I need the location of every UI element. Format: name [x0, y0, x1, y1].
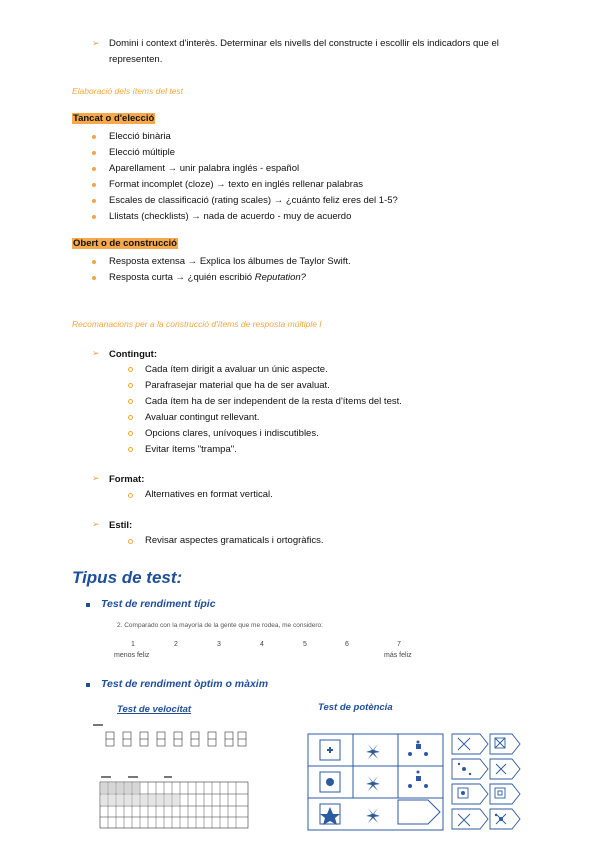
- circle-bullet-icon: [128, 493, 133, 498]
- obert-heading-text: Obert o de construcció: [73, 238, 177, 249]
- potencia-test-image: [306, 724, 522, 832]
- scale-number: 2: [174, 641, 178, 648]
- bullet-dot-icon: [92, 183, 96, 187]
- tancat-item: Llistats (checklists) → nada de acuerdo - muy de acuerdo: [109, 211, 352, 222]
- obert-heading: [72, 238, 178, 250]
- contingut-item: Opcions clares, unívoques i indiscutibles.: [145, 428, 319, 439]
- format-item: Alternatives en format vertical.: [145, 489, 273, 500]
- contingut-label: Contingut:: [109, 349, 158, 360]
- bullet-dot-icon: [92, 276, 96, 280]
- scale-left-label: menos feliz: [114, 652, 150, 659]
- tancat-heading-text: Tancat o d'elecció: [73, 113, 155, 124]
- bullet-dot-icon: [92, 151, 96, 155]
- estil-label: Estil:: [109, 520, 133, 531]
- rendiment-tipic-heading: Test de rendiment típic: [101, 598, 216, 610]
- scale-number: 6: [345, 641, 349, 648]
- scale-number: 5: [303, 641, 307, 648]
- obert-item-text: Resposta curta → ¿quién escribió: [109, 272, 255, 283]
- circle-bullet-icon: [128, 399, 133, 404]
- arrow-bullet-icon: ➢: [92, 38, 100, 48]
- circle-bullet-icon: [128, 367, 133, 372]
- square-bullet-icon: [86, 683, 90, 687]
- bullet-dot-icon: [92, 260, 96, 264]
- scale-number: 7: [397, 641, 401, 648]
- bullet-dot-icon: [92, 135, 96, 139]
- velocitat-test-image: [88, 720, 253, 835]
- tancat-item: Elecció binària: [109, 131, 171, 142]
- tancat-item: Elecció múltiple: [109, 147, 175, 158]
- velocitat-label: Test de velocitat: [117, 704, 192, 715]
- obert-item-2: [109, 272, 306, 284]
- contingut-item: Evitar ítems "trampa".: [145, 444, 237, 455]
- scale-number: 1: [131, 641, 135, 648]
- circle-bullet-icon: [128, 383, 133, 388]
- contingut-item: Cada ítem ha de ser independent de la resta d'ítems del test.: [145, 396, 402, 407]
- top-item-line1: Domini i context d'interès. Determinar els nivells del constructe i escollir els indicadors que el: [109, 38, 499, 49]
- arrow-bullet-icon: ➢: [92, 348, 100, 358]
- section-elaboracio-heading: Elaboració dels ítems del test: [72, 86, 184, 96]
- square-bullet-icon: [86, 603, 90, 607]
- circle-bullet-icon: [128, 447, 133, 452]
- section-recomanacions-heading: Recomanacions per a la construcció d'ítems de resposta múltiple I: [72, 319, 322, 329]
- scale-question: 2. Comparado con la mayoría de la gente que me rodea, me considero:: [117, 622, 323, 629]
- circle-bullet-icon: [128, 415, 133, 420]
- potencia-label: Test de potència: [318, 702, 393, 713]
- obert-item-italic: Reputation?: [254, 272, 306, 283]
- circle-bullet-icon: [128, 431, 133, 436]
- scale-number: 3: [217, 641, 221, 648]
- scale-number: 4: [260, 641, 264, 648]
- bullet-dot-icon: [92, 215, 96, 219]
- bullet-dot-icon: [92, 167, 96, 171]
- format-label: Format:: [109, 474, 145, 485]
- tancat-heading: [72, 113, 155, 125]
- tancat-item: Escales de classificació (rating scales) → ¿cuánto feliz eres del 1-5?: [109, 195, 398, 206]
- bullet-dot-icon: [92, 199, 96, 203]
- scale-right-label: más feliz: [384, 652, 412, 659]
- arrow-bullet-icon: ➢: [92, 473, 100, 483]
- obert-item: Resposta extensa → Explica los álbumes de Taylor Swift.: [109, 256, 351, 267]
- estil-item: Revisar aspectes gramaticals i ortogràfics.: [145, 535, 324, 546]
- tancat-item: Aparellament → unir palabra inglés - español: [109, 163, 300, 174]
- contingut-item: Cada ítem dirigit a avaluar un únic aspecte.: [145, 364, 328, 375]
- circle-bullet-icon: [128, 539, 133, 544]
- top-item-line2: representen.: [109, 54, 163, 65]
- arrow-bullet-icon: ➢: [92, 519, 100, 529]
- contingut-item: Parafrasejar material que ha de ser avaluat.: [145, 380, 330, 391]
- tancat-item: Format incomplet (cloze) → texto en inglés rellenar palabras: [109, 179, 363, 190]
- rendiment-optim-heading: Test de rendiment òptim o màxim: [101, 678, 269, 690]
- tipus-title: Tipus de test:: [72, 568, 183, 587]
- contingut-item: Avaluar contingut rellevant.: [145, 412, 260, 423]
